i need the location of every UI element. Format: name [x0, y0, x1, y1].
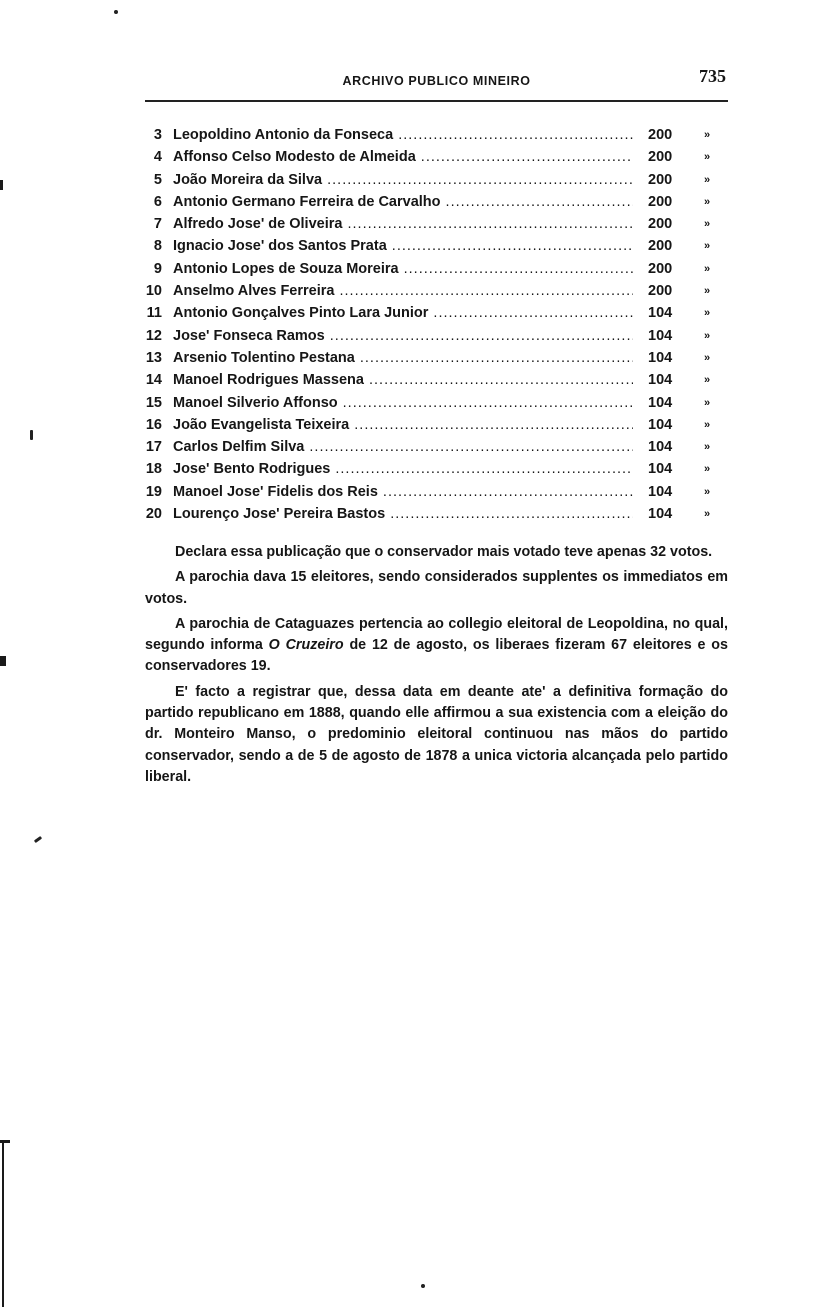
item-number: 7 [153, 216, 162, 233]
item-votes: 104 [648, 394, 673, 411]
item-votes: 200 [648, 283, 673, 300]
ditto-mark: » [704, 374, 711, 387]
list-item [138, 392, 728, 414]
item-number: 6 [153, 193, 162, 210]
item-name: Jose' Bento Rodrigues ..... [173, 458, 633, 480]
item-name: Ignacio Jose' dos Santos Prata ..... [173, 235, 633, 257]
item-votes: 200 [648, 149, 673, 166]
scan-speck [114, 10, 118, 14]
ditto-mark: » [704, 307, 711, 320]
item-number: 3 [153, 127, 162, 143]
list-item [138, 458, 728, 480]
item-votes: 104 [648, 506, 673, 523]
paragraph-text: A parochia de Cataguazes pertencia ao collegio eleitoral de Leopoldina, no qual, segundo informa [145, 615, 728, 654]
page-edge-line [2, 1140, 4, 1307]
ditto-mark: » [704, 418, 711, 431]
item-votes: 104 [648, 461, 673, 478]
scan-speck [421, 1284, 425, 1288]
scan-speck [34, 836, 42, 843]
list-item [138, 280, 728, 302]
item-votes: 200 [648, 216, 673, 233]
margin-mark [0, 656, 6, 666]
list-item [138, 235, 728, 257]
margin-mark [0, 180, 3, 190]
item-number: 20 [145, 506, 162, 523]
item-name: Jose' Fonseca Ramos ..... [173, 325, 633, 347]
item-name: Leopoldino Antonio da Fonseca ..... [173, 124, 633, 146]
item-number: 12 [145, 327, 162, 344]
item-number: 16 [145, 416, 162, 433]
item-votes: 104 [648, 327, 673, 344]
ditto-mark: » [704, 262, 711, 275]
ditto-mark: » [704, 173, 711, 186]
list-item [138, 258, 728, 280]
item-number: 13 [145, 349, 162, 366]
item-votes: 200 [648, 260, 673, 277]
item-votes: 104 [648, 372, 673, 389]
list-item [138, 124, 728, 146]
ditto-mark: » [704, 485, 711, 498]
scan-speck [30, 430, 33, 440]
item-name: Alfredo Jose' de Oliveira ..... [173, 213, 633, 235]
paragraph [145, 614, 728, 678]
item-votes: 104 [648, 349, 673, 366]
ditto-mark: » [704, 195, 711, 208]
item-number: 11 [146, 305, 162, 322]
list-item [138, 414, 728, 436]
list-item [138, 169, 728, 191]
item-name: João Moreira da Silva ..... [173, 169, 633, 191]
item-votes: 104 [648, 305, 673, 322]
ditto-mark: » [704, 508, 711, 521]
item-number: 18 [145, 461, 162, 478]
page-number: 735 [699, 66, 726, 86]
item-number: 9 [153, 260, 162, 277]
ditto-mark: » [704, 240, 711, 253]
margin-mark [0, 1140, 10, 1143]
list-item [138, 436, 728, 458]
list-item [138, 503, 728, 525]
item-name: Antonio Lopes de Souza Moreira ..... [173, 258, 633, 280]
newspaper-title: O Cruzeiro [268, 637, 344, 654]
running-title: ARCHIVO PUBLICO MINEIRO [342, 74, 531, 88]
item-votes: 104 [648, 483, 673, 500]
list-item [138, 325, 728, 347]
item-number: 19 [145, 483, 162, 500]
list-item [138, 146, 728, 168]
list-item [138, 302, 728, 324]
item-votes: 104 [648, 439, 673, 456]
list-item [138, 213, 728, 235]
header-rule [145, 100, 728, 102]
ditto-mark: » [704, 129, 711, 141]
list-item [138, 347, 728, 369]
paragraph: A parochia dava 15 eleitores, sendo considerados supplentes os immediatos em votos. [145, 569, 728, 607]
elector-list [138, 124, 728, 525]
ditto-mark: » [704, 218, 711, 231]
item-number: 15 [145, 394, 162, 411]
item-votes: 200 [648, 193, 673, 210]
item-number: 4 [153, 149, 162, 166]
item-number: 14 [145, 372, 162, 389]
item-number: 17 [145, 439, 162, 456]
item-name: Lourenço Jose' Pereira Bastos ..... [173, 503, 633, 525]
ditto-mark: » [704, 396, 711, 409]
item-votes: 200 [648, 238, 673, 255]
ditto-mark: » [704, 151, 711, 164]
item-name: Antonio Germano Ferreira de Carvalho ..... [173, 191, 633, 213]
item-votes: 104 [648, 416, 673, 433]
item-number: 10 [145, 283, 162, 300]
ditto-mark: » [704, 441, 711, 454]
list-item [138, 191, 728, 213]
body-text [145, 542, 728, 792]
item-name: Carlos Delfim Silva ..... [173, 436, 633, 458]
item-name: Anselmo Alves Ferreira ..... [173, 280, 633, 302]
list-item [138, 369, 728, 391]
item-name: Manoel Rodrigues Massena ..... [173, 369, 633, 391]
item-name: Arsenio Tolentino Pestana ..... [173, 347, 633, 369]
paragraph: Declara essa publicação que o conservador mais votado teve apenas 32 votos. [175, 544, 713, 560]
item-number: 5 [153, 171, 162, 188]
ditto-mark: » [704, 329, 711, 342]
ditto-mark: » [704, 463, 711, 476]
list-item [138, 481, 728, 503]
item-name: Manoel Silverio Affonso ..... [173, 392, 633, 414]
item-votes: 200 [648, 171, 673, 188]
ditto-mark: » [704, 285, 711, 298]
paragraph: E' facto a registrar que, dessa data em deante ate' a definitiva formação do partido republicano em 1888, quando elle affirmou a sua existencia com a eleição do dr. Monteiro Manso, o predominio eleitoral continuou nas mãos do partido conservador, sendo a de 5 de agosto de 1878 a unica victoria alcançada pelo partido liberal. [145, 683, 728, 785]
item-name: João Evangelista Teixeira ..... [173, 414, 633, 436]
item-number: 8 [153, 238, 162, 255]
item-name: Antonio Gonçalves Pinto Lara Junior ..... [173, 302, 633, 324]
item-name: Manoel Jose' Fidelis dos Reis ..... [173, 481, 633, 503]
item-votes: 200 [648, 127, 673, 143]
paragraph-text: de 12 de agosto, os liberaes fizeram 67 eleitores e os conservadores 19. [145, 637, 728, 675]
item-name: Affonso Celso Modesto de Almeida ..... [173, 146, 633, 168]
running-header [145, 64, 728, 100]
ditto-mark: » [704, 351, 711, 364]
